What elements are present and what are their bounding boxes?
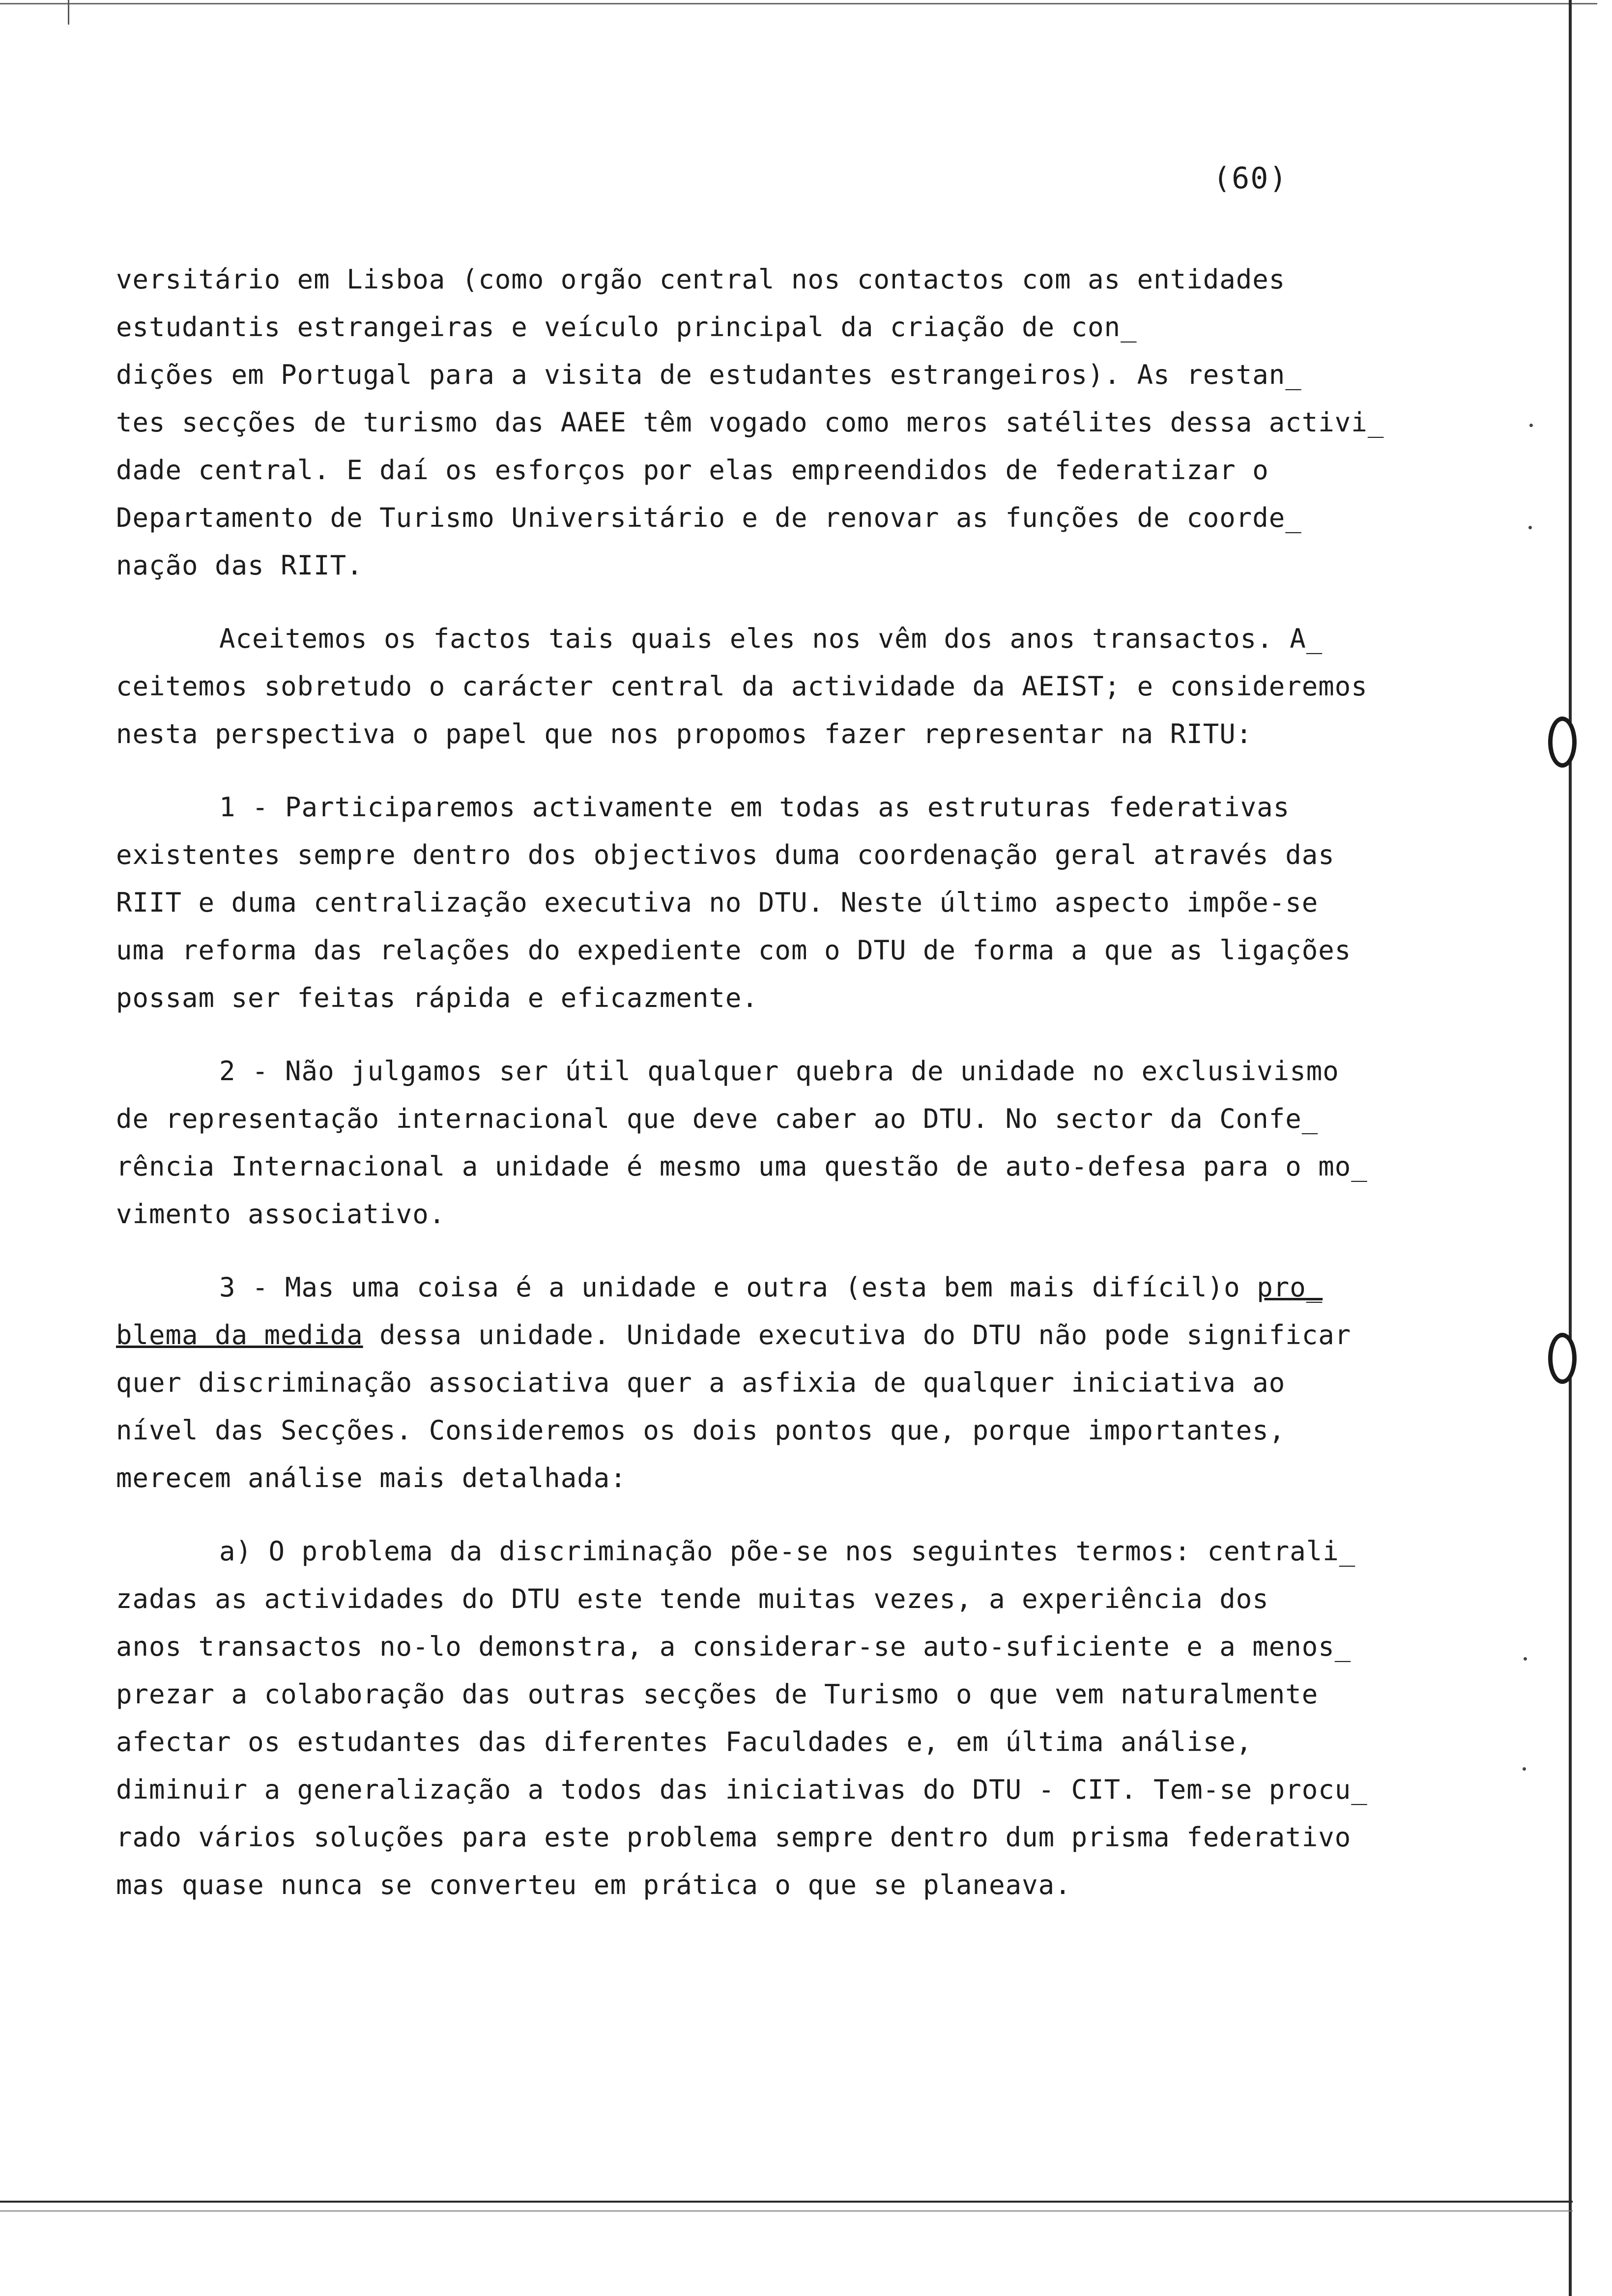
- text-line: nível das Secções. Consideremos os dois pontos que, porque importantes,: [116, 1415, 1286, 1446]
- paragraph-6: [116, 1527, 1472, 1909]
- scan-speck: [1529, 424, 1533, 427]
- text-line: prezar a colaboração das outras secções de Turismo o que vem naturalmente: [116, 1679, 1319, 1710]
- top-rule: [0, 3, 1597, 4]
- text-line: a) O problema da discriminação põe-se nos seguintes termos: centrali_: [219, 1536, 1356, 1567]
- text-line: dições em Portugal para a visita de estudantes estrangeiros). As restan_: [116, 359, 1302, 390]
- text-line: rado vários soluções para este problema sempre dentro dum prisma federativo: [116, 1822, 1352, 1853]
- text-line: Aceitemos os factos tais quais eles nos vêm dos anos transactos. A_: [219, 623, 1323, 654]
- right-margin-rule: [1569, 0, 1572, 2296]
- text-line: uma reforma das relações do expediente com o DTU de forma a que as ligações: [116, 935, 1352, 966]
- body-text: [116, 256, 1472, 1909]
- underlined-text: blema da medida: [116, 1320, 363, 1350]
- text-segment: dessa unidade. Unidade executiva do DTU não pode significar: [363, 1320, 1352, 1350]
- paragraph-2: [116, 615, 1472, 758]
- text-line: estudantis estrangeiras e veículo principal da criação de con_: [116, 312, 1137, 343]
- text-line: diminuir a generalização a todos das iniciativas do DTU - CIT. Tem-se procu_: [116, 1774, 1368, 1805]
- text-line: ceitemos sobretudo o carácter central da actividade da AEIST; e consideremos: [116, 671, 1368, 702]
- text-line: tes secções de turismo das AAEE têm vogado como meros satélites dessa activi_: [116, 407, 1384, 438]
- text-line: de representação internacional que deve caber ao DTU. No sector da Confe_: [116, 1103, 1319, 1134]
- paragraph-1: [116, 256, 1472, 589]
- text-line: dade central. E daí os esforços por elas empreendidos de federatizar o: [116, 455, 1269, 486]
- text-line: possam ser feitas rápida e eficazmente.: [116, 982, 758, 1013]
- text-line: afectar os estudantes das diferentes Faculdades e, em última análise,: [116, 1726, 1253, 1757]
- text-line: vimento associativo.: [116, 1199, 446, 1230]
- paragraph-3: [116, 783, 1472, 1022]
- top-tick-mark: [68, 0, 69, 25]
- text-line: quer discriminação associativa quer a asfixia de qualquer iniciativa ao: [116, 1367, 1286, 1398]
- text-segment: 3 - Mas uma coisa é a unidade e outra (esta bem mais difícil)o: [219, 1272, 1257, 1303]
- bottom-rule-thin: [0, 2210, 1573, 2211]
- text-line: mas quase nunca se converteu em prática o que se planeava.: [116, 1869, 1071, 1900]
- scan-speck: [1528, 526, 1532, 529]
- text-line: nação das RIIT.: [116, 550, 363, 581]
- text-line: RIIT e duma centralização executiva no DTU. Neste último aspecto impõe-se: [116, 887, 1319, 918]
- text-line: Departamento de Turismo Universitário e de renovar as funções de coorde_: [116, 502, 1302, 533]
- text-line: nesta perspectiva o papel que nos propomos fazer representar na RITU:: [116, 718, 1253, 749]
- punch-hole-icon: [1548, 1333, 1577, 1384]
- underlined-text: pro_: [1257, 1272, 1323, 1303]
- bottom-rule: [0, 2201, 1573, 2203]
- text-line: versitário em Lisboa (como orgão central nos contactos com as entidades: [116, 264, 1286, 295]
- text-line: 2 - Não julgamos ser útil qualquer quebra de unidade no exclusivismo: [219, 1056, 1339, 1087]
- text-line: existentes sempre dentro dos objectivos duma coordenação geral através das: [116, 839, 1335, 870]
- text-line: anos transactos no-lo demonstra, a considerar-se auto-suficiente e a menos_: [116, 1631, 1352, 1662]
- page-number: (60): [1213, 161, 1288, 196]
- scan-speck: [1523, 1767, 1526, 1771]
- text-line: [116, 1263, 1472, 1311]
- paragraph-5: [116, 1263, 1472, 1502]
- punch-hole-icon: [1548, 717, 1577, 768]
- paragraph-4: [116, 1047, 1472, 1238]
- scan-speck: [1524, 1657, 1527, 1661]
- text-line: [116, 1311, 1472, 1359]
- text-line: merecem análise mais detalhada:: [116, 1463, 627, 1493]
- text-line: zadas as actividades do DTU este tende muitas vezes, a experiência dos: [116, 1583, 1269, 1614]
- text-line: rência Internacional a unidade é mesmo uma questão de auto-defesa para o mo_: [116, 1151, 1368, 1182]
- text-line: 1 - Participaremos activamente em todas as estruturas federativas: [219, 792, 1290, 823]
